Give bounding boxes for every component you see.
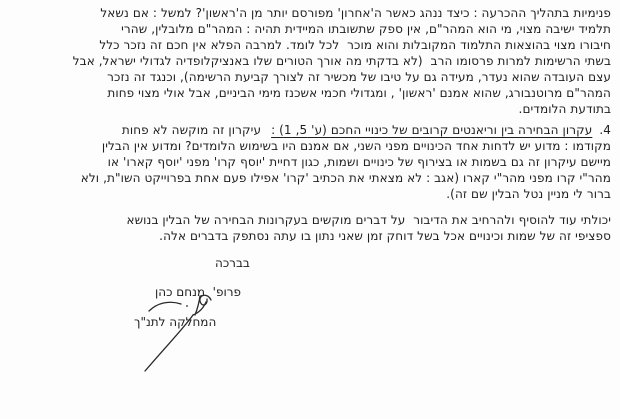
signature-flourish (149, 302, 181, 311)
text-line: תלמיד ישיבה מצוי, מי הוא המהר"ם, אין ספק שתשובתו המיידית תהיה : המהר"ם מלובלין, שהרי (121, 22, 611, 36)
signature-name: פרופ' מנחם כהן (155, 285, 241, 299)
text-line: חיבורו מצוי בהוצאות התלמוד המקובלות והוא מוכר לכל לומד. למרבה הפלא אין חכם זה נזכר כלל (99, 38, 611, 52)
opening-paragraph (8, 5, 611, 117)
text-line: ספציפי זה של שמות וכינויים אכל בשל דוחק זמן שאני נתון בו עתה נסתפק בדברים אלה. (159, 229, 611, 243)
text-line: עצם העובדה שהוא נעדר, מעידה גם על טיבו של מכשיר זה לצורך קביעת הרשימה), וכנגד זה נזכר (107, 70, 611, 84)
department-line: המחלקה לתנ"ך (134, 315, 217, 329)
signature (133, 291, 228, 381)
item-4-number: 4. (599, 123, 611, 137)
signature-dot (186, 305, 188, 307)
text-line: המהר"ם מרוטנבורג, שהוא אמנם 'ראשון' , ומגדולי חכמי אשכנז מימי הביניים, אבל אולי מצוי פחות (107, 86, 611, 100)
text-line: יכולתי עוד להוסיף ולהרחיב את הדיבור על דברים מוקשים בעקרונות הבחירה של הבלין בנושא (126, 213, 611, 227)
closing-salutation: בברכה (215, 256, 250, 270)
item-4-heading: עקרון הבחירה בין וריאנטים קרובים של כינויי החכם (ע' 5, 1) : (271, 123, 593, 137)
item-4-paragraph (8, 122, 611, 202)
text-line: מהר"י קרו מפני מהר"י קארו (אגב : לא מצאתי את הכתיב 'קרו' אפילו פעם אחת בפרוייקט השו"ת, ולא (80, 171, 611, 185)
text-line: מקודמו : מדוע יש לדחות אחד הכינויים מפני השני, אם אמנם היו בשימוש הלומדים? ומדוע אין הבלין (101, 139, 611, 153)
text-line: בתודעת הלומדים. (518, 102, 611, 116)
text-line: בשתי הרשימות למרות פרסומו הרב (לא בדקתי מה אורך הטורים שלו באנציקלופדיה לגדולי ישראל, אבל (72, 54, 611, 68)
text-line: ברור לי מניין נטל הבלין שם זה). (446, 187, 611, 201)
text-line: פנימיות בתהליך ההכרעה : כיצד ננהג כאשר ה'אחרון' מפורסם יותר מן ה'ראשון'? למשל : אם נשאל (100, 6, 611, 20)
item-4-line1-rest: עיקרון זה מוקשה לא פחות (121, 123, 262, 137)
text-line: מיישם עיקרון זה גם בשמות או בצירוף של כינויים ושמות, כגון דחיית 'יוסף קרו' מפני 'יוסף קארו' או (107, 155, 611, 169)
closing-paragraph (8, 212, 611, 244)
item-4-first-line (8, 122, 611, 138)
